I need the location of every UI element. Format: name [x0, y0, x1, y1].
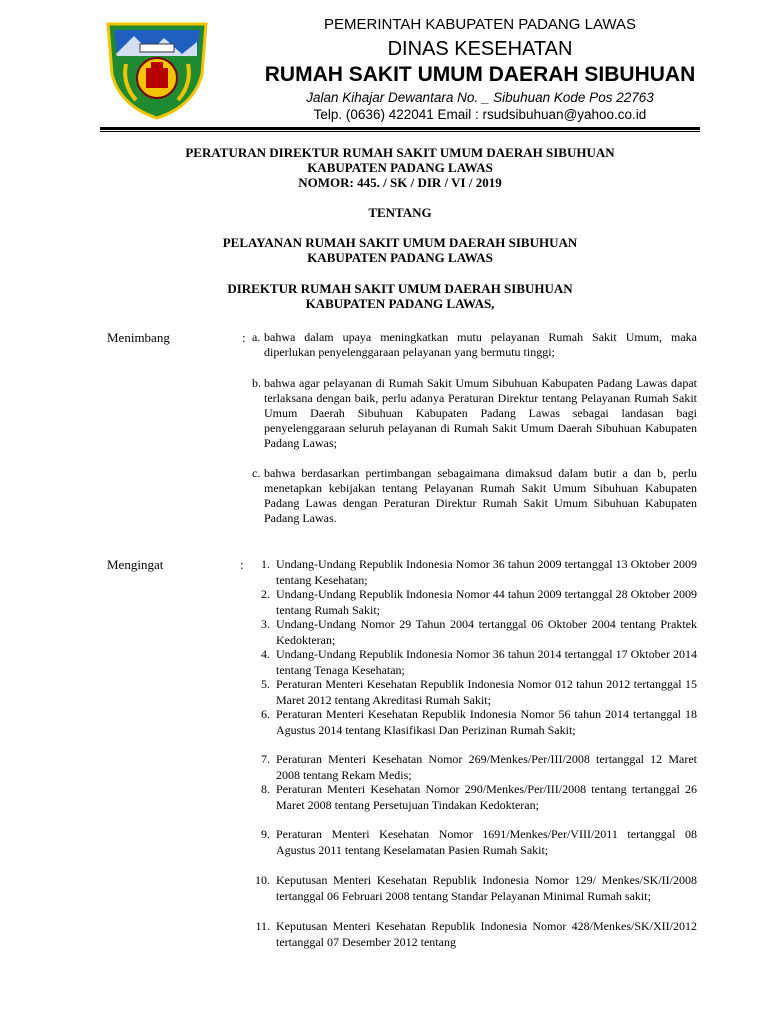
mengingat-item: Peraturan Menteri Kesehatan Nomor 269/Menkes/Per/III/2008 tertanggal 12 Maret 2008 tentang Rekam Medis; — [276, 752, 697, 782]
mengingat-number: 10. — [255, 873, 270, 887]
letterhead-contact: Telp. (0636) 422041 Email : rsudsibuhuan@yahoo.co.id — [313, 107, 647, 122]
menimbang-item: bahwa dalam upaya meningkatkan mutu pelayanan Rumah Sakit Umum, maka diperlukan penyelenggaraan pelayanan yang bermutu tinggi; — [264, 330, 697, 359]
mengingat-number: 11. — [255, 919, 270, 933]
mengingat-number: 2. — [261, 587, 270, 601]
regulation-title: PERATURAN DIREKTUR RUMAH SAKIT UMUM DAERAH SIBUHUAN — [185, 145, 615, 160]
menimbang-mark: b. — [252, 376, 261, 390]
letterhead-government: PEMERINTAH KABUPATEN PADANG LAWAS — [324, 16, 636, 33]
mengingat-item: Undang-Undang Nomor 29 Tahun 2004 tertanggal 06 Oktober 2004 tentang Praktek Kedokteran; — [276, 617, 697, 647]
letterhead-hospital: RUMAH SAKIT UMUM DAERAH SIBUHUAN — [264, 63, 696, 86]
mengingat-number: 9. — [261, 827, 270, 841]
regulation-title-regency: KABUPATEN PADANG LAWAS — [307, 160, 493, 175]
menimbang-item: bahwa agar pelayanan di Rumah Sakit Umum Sibuhuan Kabupaten Padang Lawas dapat terlaksana dengan baik, perlu adanya Peraturan Direktur tentang Pelayanan Rumah Sakit Umum Daerah Sibuhuan Kabupaten Padang Lawas sebagai landasan bagi penyelenggaraan seluruh pelayanan di Rumah Sakit Umum Daerah Sibuhuan Kabupaten Padang Lawas; — [264, 376, 697, 450]
director-title: DIREKTUR RUMAH SAKIT UMUM DAERAH SIBUHUAN — [227, 281, 573, 296]
letterhead-agency: DINAS KESEHATAN — [387, 38, 573, 60]
mengingat-item: Peraturan Menteri Kesehatan Nomor 1691/Menkes/Per/VIII/2011 tertanggal 08 Agustus 2011 tentang Keselamatan Pasien Rumah Sakit; — [276, 827, 697, 857]
menimbang-label: Menimbang — [107, 330, 170, 345]
menimbang-colon: : — [242, 330, 246, 345]
mengingat-item: Keputusan Menteri Kesehatan Republik Indonesia Nomor 129/ Menkes/SK/II/2008 tertanggal 06 Februari 2008 tentang Standar Pelayanan Minimal Rumah sakit; — [276, 873, 697, 903]
mengingat-item: Undang-Undang Republik Indonesia Nomor 36 tahun 2014 tertanggal 17 Oktober 2014 tentang Tenaga Kesehatan; — [276, 647, 697, 677]
letterhead-rule-thin — [100, 131, 700, 132]
mengingat-item: Peraturan Menteri Kesehatan Republik Indonesia Nomor 56 tahun 2014 tertanggal 18 Agustus 2014 tentang Klasifikasi Dan Perizinan Rumah Sakit; — [276, 707, 697, 737]
mengingat-colon: : — [240, 557, 244, 572]
menimbang-mark: c. — [252, 466, 261, 480]
menimbang-item: bahwa berdasarkan pertimbangan sebagaimana dimaksud dalam butir a dan b, perlu menetapkan kebijakan tentang Pelayanan Rumah Sakit Umum Sibuhuan Kabupaten Padang Lawas dengan Peraturan Direktur Rumah Sakit Umum Sibuhuan Kabupaten Padang Lawas. — [264, 466, 697, 525]
mengingat-item: Undang-Undang Republik Indonesia Nomor 36 tahun 2009 tertanggal 13 Oktober 2009 tentang Kesehatan; — [276, 557, 697, 587]
regulation-subject: PELAYANAN RUMAH SAKIT UMUM DAERAH SIBUHUAN — [222, 235, 578, 250]
regulation-number: NOMOR: 445. / SK / DIR / VI / 2019 — [298, 175, 502, 190]
letterhead-rule — [100, 127, 700, 130]
mengingat-item: Undang-Undang Republik Indonesia Nomor 44 tahun 2009 tertanggal 28 Oktober 2009 tentang Rumah Sakit; — [276, 587, 697, 617]
mengingat-label: Mengingat — [107, 557, 164, 572]
letterhead-address: Jalan Kihajar Dewantara No. _ Sibuhuan Kode Pos 22763 — [306, 90, 654, 105]
mengingat-number: 4. — [261, 647, 270, 661]
mengingat-item: Peraturan Menteri Kesehatan Republik Indonesia Nomor 012 tahun 2012 tertanggal 15 Maret 2012 tentang Akreditasi Rumah Sakit; — [276, 677, 697, 707]
menimbang-mark: a. — [252, 330, 261, 344]
mengingat-number: 8. — [261, 782, 270, 796]
regulation-subject-regency: KABUPATEN PADANG LAWAS — [307, 250, 493, 265]
regulation-about: TENTANG — [368, 205, 432, 220]
mengingat-number: 6. — [261, 707, 270, 721]
mengingat-item: Keputusan Menteri Kesehatan Republik Indonesia Nomor 428/Menkes/SK/XII/2012 tertanggal 07 Desember 2012 tentang — [276, 919, 697, 949]
mengingat-number: 7. — [261, 752, 270, 766]
mengingat-number: 5. — [261, 677, 270, 691]
mengingat-item: Peraturan Menteri Kesehatan Nomor 290/Menkes/Per/III/2008 tentang tertanggal 26 Maret 2008 tentang Persetujuan Tindakan Kedokteran; — [276, 782, 697, 812]
regency-emblem-icon — [102, 14, 212, 122]
mengingat-number: 1. — [261, 557, 270, 571]
mengingat-number: 3. — [261, 617, 270, 631]
director-title-regency: KABUPATEN PADANG LAWAS, — [305, 296, 495, 311]
